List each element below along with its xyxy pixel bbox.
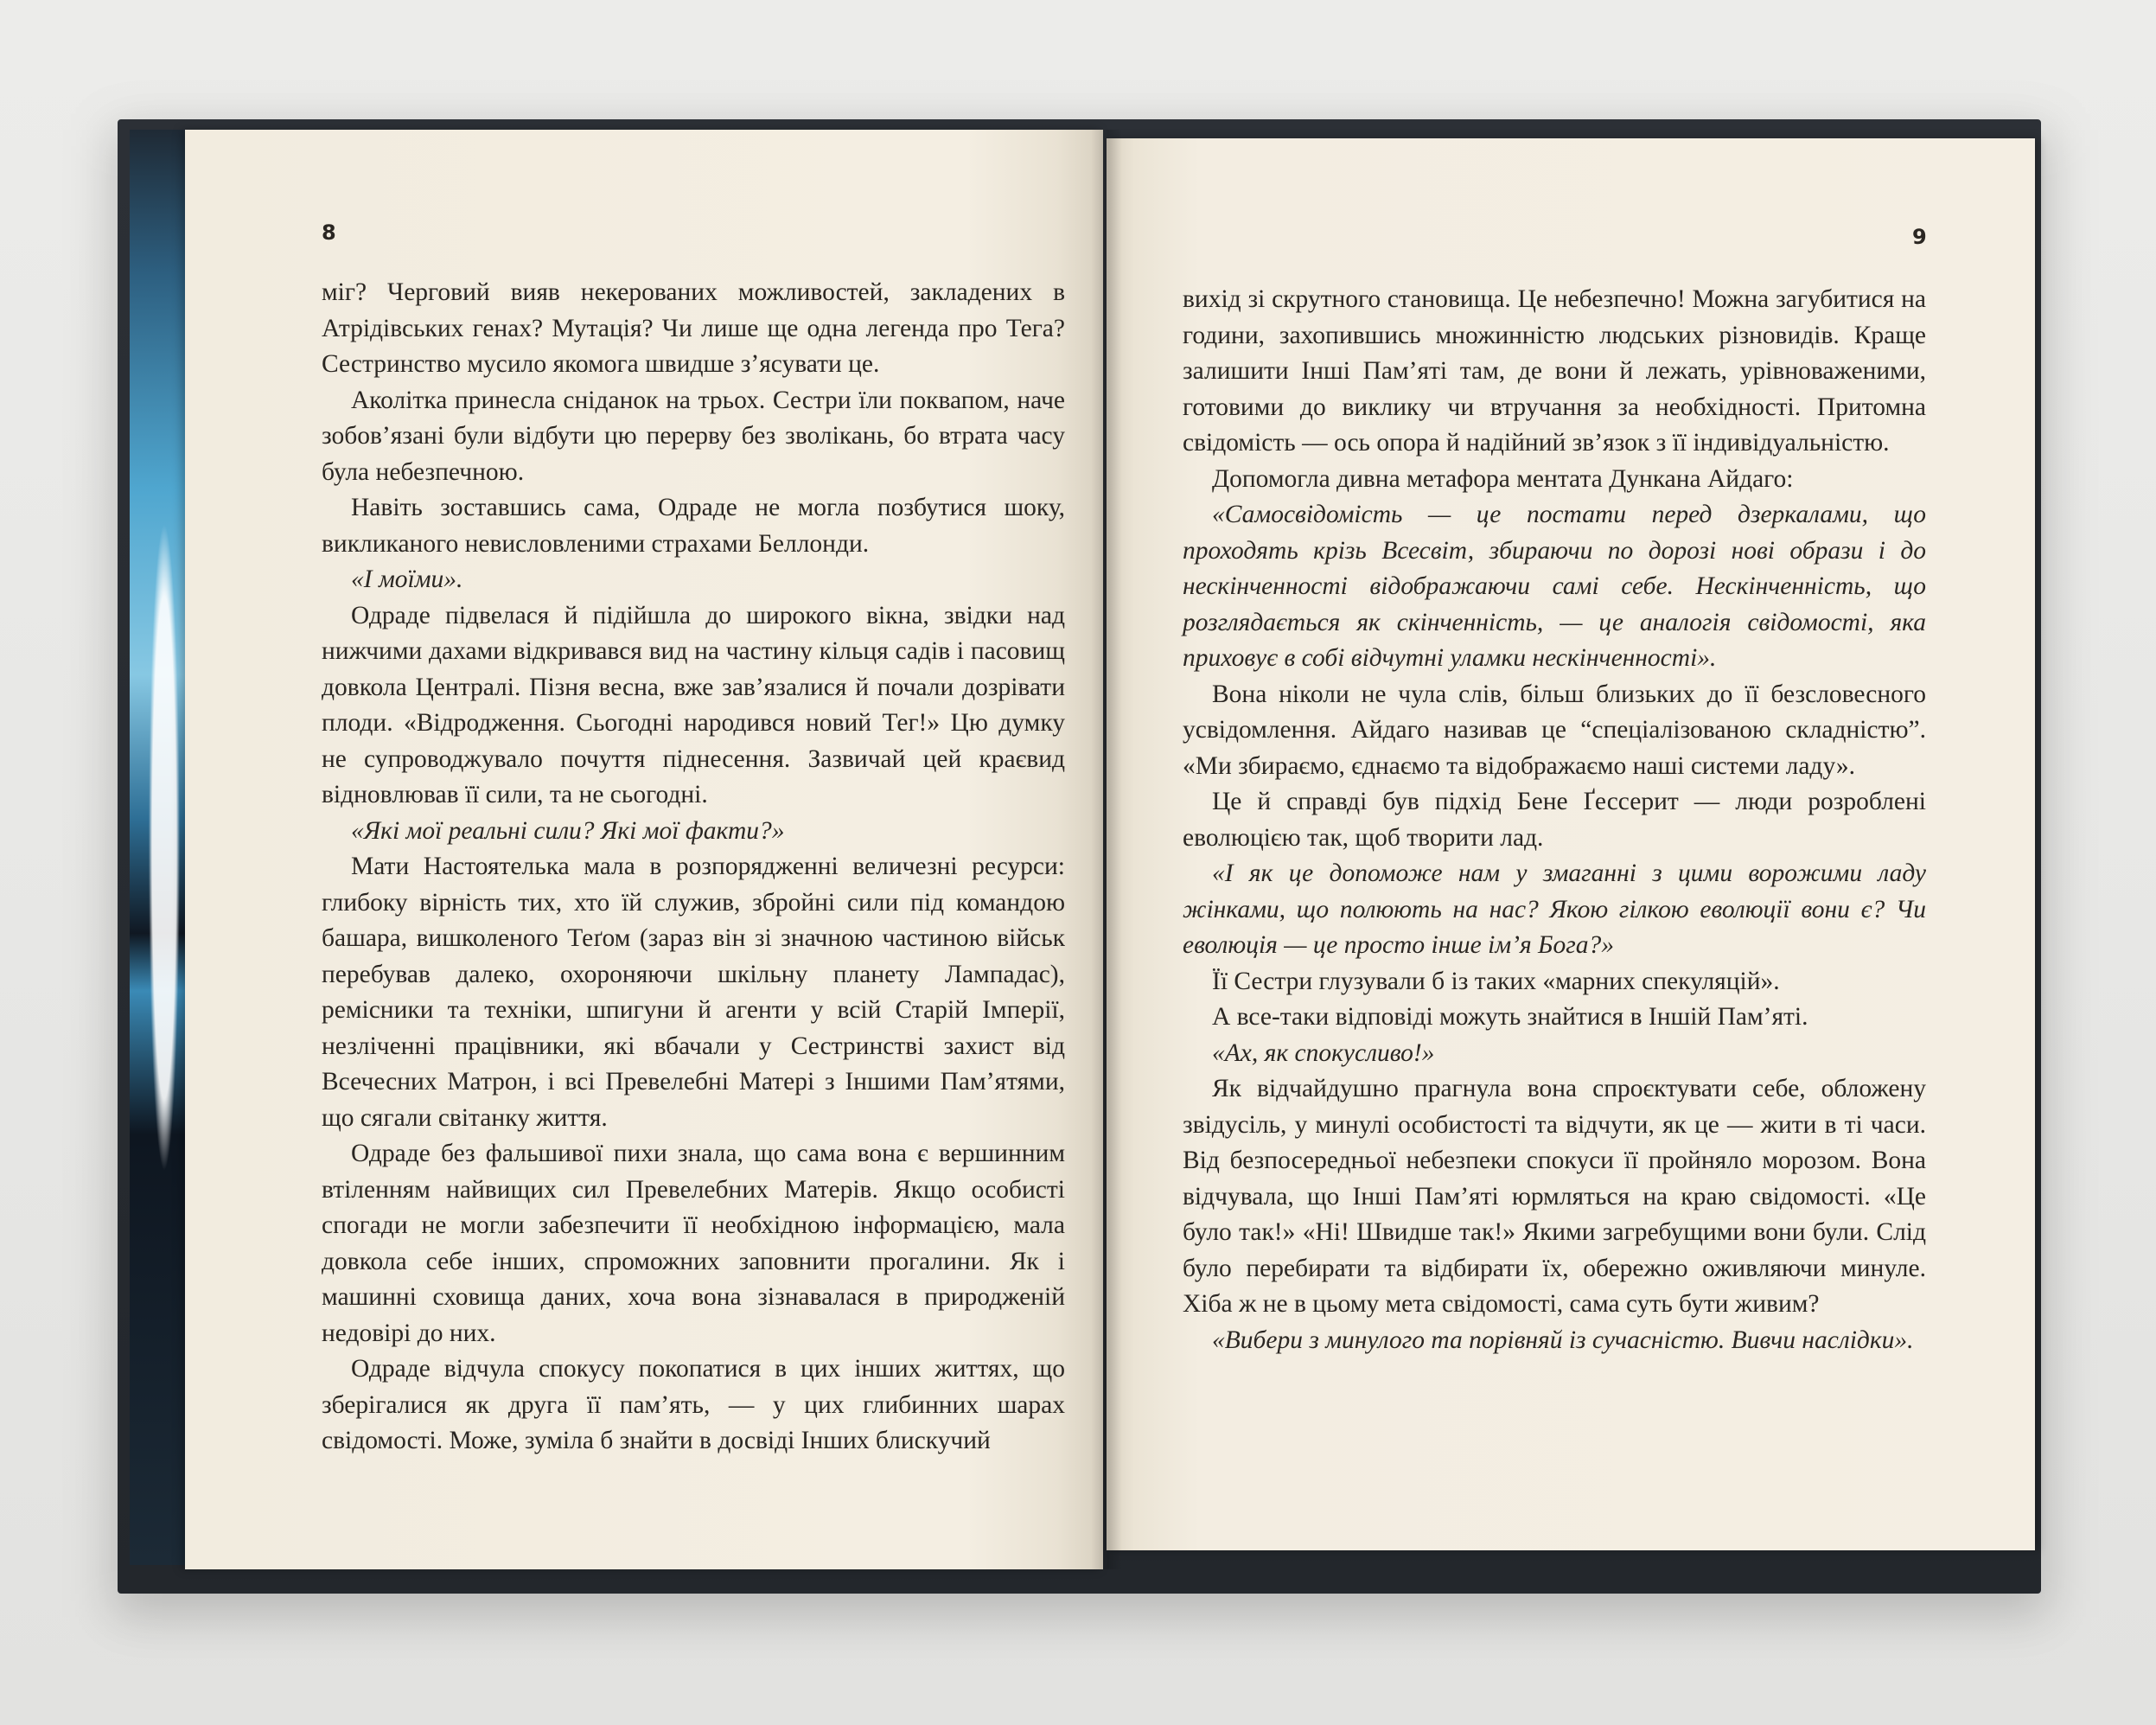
right-page [1107,138,2035,1550]
right-page-text [1183,282,1926,1358]
paragraph: «І моїми». [351,565,463,593]
page-number-right: 9 [1912,225,1927,249]
paragraph: міг? Черговий вияв некерованих можливостей, закладених в Атрідівських генах? Мутація? Чи лише ще одна легенда про Тега? Сестринство мусило якомога швидше з’ясувати це. [322,278,1065,378]
paragraph: «І як це допоможе нам у змаганні з цими ворожими ладу жінками, що полюють на нас? Якою гілкою еволюції вони є? Чи еволюція — це просто інше ім’я Бога?» [1183,859,1926,959]
paragraph: Це й справді був підхід Бене Ґессерит — люди розроблені еволюцією так, щоб творити лад. [1183,788,1926,852]
paragraph: А все-таки відповіді можуть знайтися в Іншій Пам’яті. [1212,1003,1808,1031]
page-number-left: 8 [322,220,336,245]
paragraph: «Вибери з минулого та порівняй із сучасністю. Вивчи наслідки». [1212,1326,1914,1354]
paragraph: Вона ніколи не чула слів, більш близьких до її безсловесного усвідомлення. Айдаго називав це “спеціалізованою складністю”. «Ми збираємо, єднаємо та відображаємо наші системи ладу». [1183,680,1926,780]
paragraph: Як відчайдушно прагнула вона спроєктувати себе, обложену звідусіль, у минулі особистості та відчути, як це — жити в ті часи. Від безпосередньої небезпеки спокуси її пройняло морозом. Вона відчувала, що Інші Пам’яті юрмляться на краю свідомості. «Це було так!» «Ні! Швидше так!» Якими загребущими вони були. Слід було перебирати та відбирати їх, обережно оживляючи минуле. Хіба ж не в цьому мета свідомості, сама суть бути живим? [1183,1075,1926,1318]
left-page [185,130,1103,1569]
paragraph: Її Сестри глузували б із таких «марних спекуляцій». [1212,967,1780,995]
paragraph: «Самосвідомість — це постати перед дзеркалами, що проходять крізь Всесвіт, збираючи по дорозі нові образи і до нескінченності відображаючи самі себе. Нескінченність, що розглядається як скінченність, — це аналогія свідомості, яка приховує в собі відчутні уламки нескінченності». [1183,501,1926,672]
paragraph: Допомогла дивна метафора ментата Дункана Айдаго: [1212,464,1794,493]
paragraph: Одраде підвелася й підійшла до широкого вікна, звідки над нижчими дахами відкривався вид на частину кільця садів і пасовищ довкола Централі. Пізня весна, вже зав’язалися й почали дозрівати плоди. «Відродження. Сьогодні народився новий Тег!» Цю думку не супроводжувало почуття піднесення. Зазвичай цей краєвид відновлював її сили, та не сьогодні. [322,601,1065,808]
paragraph: Одраде відчула спокусу покопатися в цих інших життях, що зберігалися як друга її пам’ять, — у цих глибинних шарах свідомості. Може, зуміла б знайти в досвіді Інших блискучий [322,1355,1065,1454]
paragraph: Одраде без фальшивої пихи знала, що сама вона є вершинним втіленням найвищих сил Превелебних Матерів. Якщо особисті спогади не могли забезпечити її необхідною інформацією, мала довкола себе інших, спроможних заповнити прогалини. Як і машинні сховища даних, хоча вона зізнавалася в природженій недовірі до них. [322,1140,1065,1347]
paragraph: Мати Настоятелька мала в розпорядженні величезні ресурси: глибоку вірність тих, хто їй служив, збройні сили під командою башара, вишколеного Теґом (зараз він зі значною частиною військ перебував далеко, охороняючи шкільну планету Лампадас), ремісники та техніки, шпигуни й агенти у всій Старій Імперії, незліченні працівники, які вбачали у Сестринстві захист від Всечесних Матрон, і всі Превелебні Матері з Іншими Пам’ятями, що сягали світанку життя. [322,853,1065,1132]
paragraph: «Які мої реальні сили? Які мої факти?» [351,816,785,845]
paragraph: Навіть зоставшись сама, Одраде не могла позбутися шоку, викликаного невисловленими страхами Беллонди. [322,494,1065,558]
left-page-text [322,275,1065,1460]
paragraph: Аколітка принесла сніданок на трьох. Сестри їли поквапом, наче зобов’язані були відбути цю перерву без зволікань, бо втрата часу була небезпечною. [322,386,1065,486]
paragraph: «Ах, як спокусливо!» [1212,1038,1435,1067]
paragraph: вихід зі скрутного становища. Це небезпечно! Можна загубитися на години, захопившись множинністю людських різновидів. Краще залишити Інші Пам’яті там, де вони й лежать, урівноваженими, готовими до виклику чи втручання за необхідності. Притомна свідомість — ось опора й надійний зв’язок з її індивідуальністю. [1183,285,1926,457]
book-gutter [1091,130,1122,1569]
